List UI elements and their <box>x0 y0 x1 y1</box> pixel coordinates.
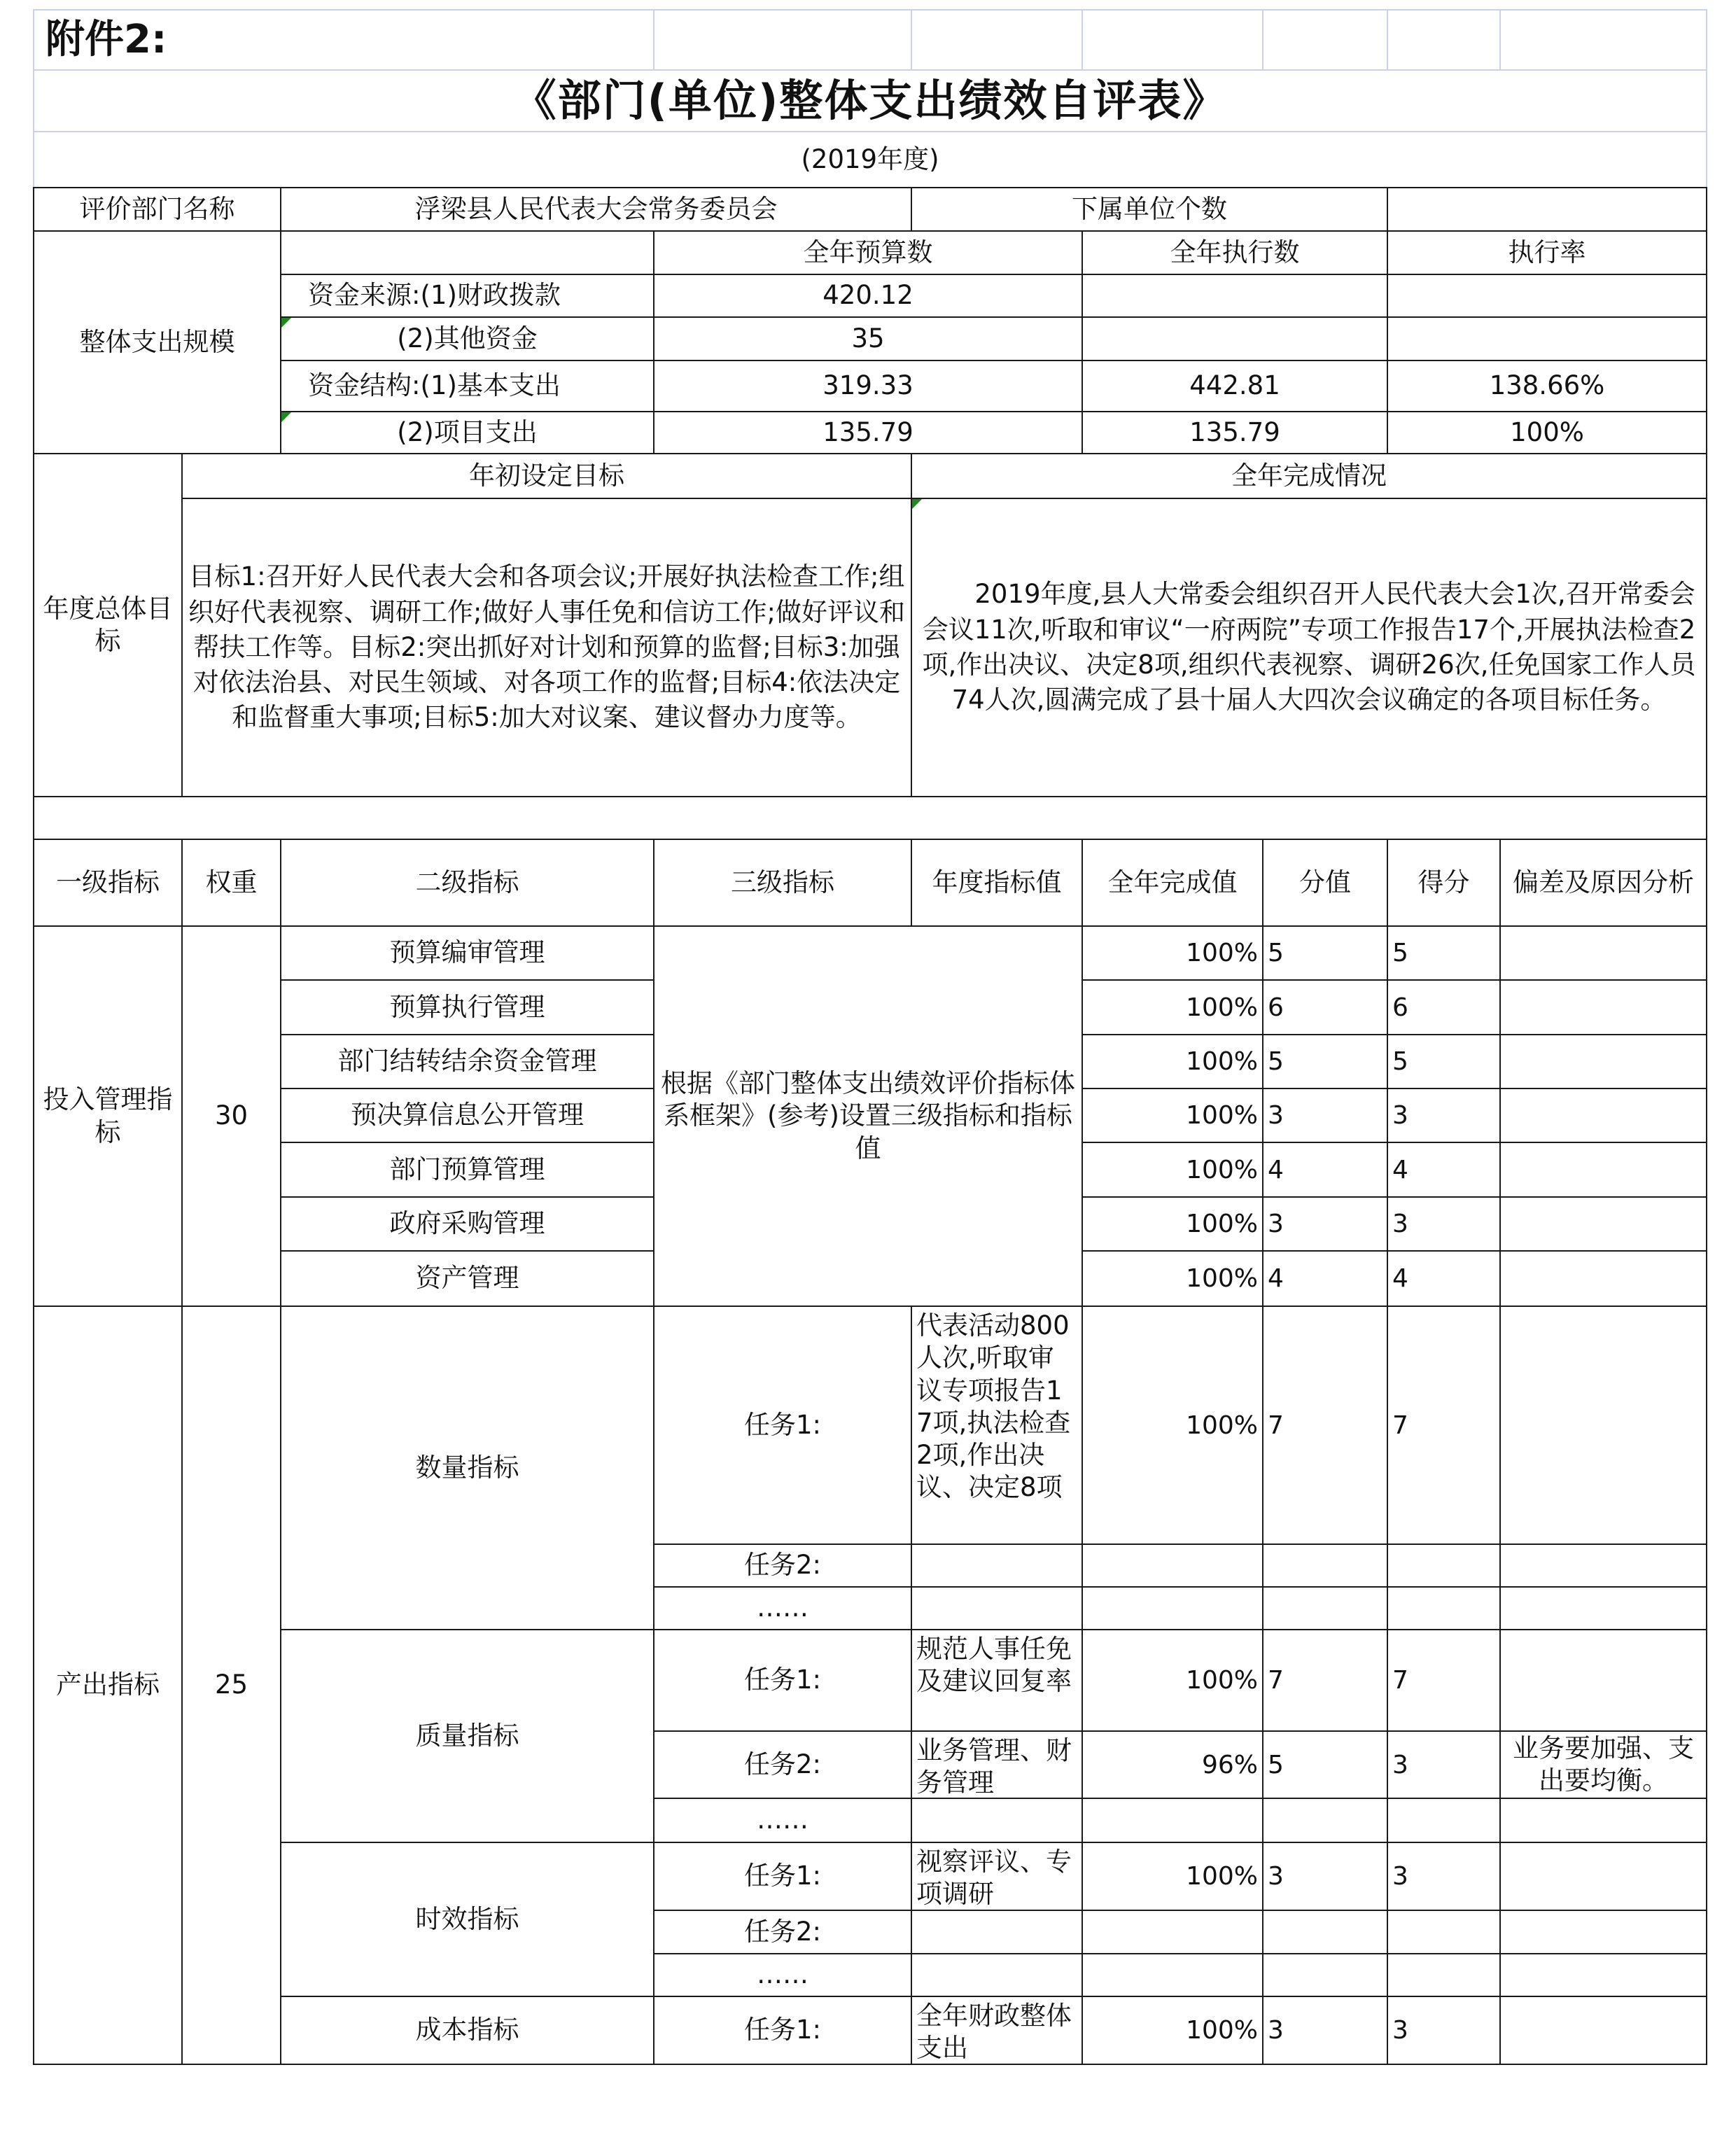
output-actual-value[interactable] <box>1082 1798 1264 1843</box>
input-points[interactable] <box>1262 1196 1388 1252</box>
metrics-header-2-text: 权重 <box>205 867 258 897</box>
scale-header-blank[interactable] <box>280 230 654 275</box>
input-weight-text: 30 <box>214 1100 248 1131</box>
output-actual-value[interactable] <box>1082 1910 1264 1954</box>
output-task-label-text: 任务1: <box>743 1665 821 1695</box>
output-analysis[interactable] <box>1499 1798 1707 1843</box>
input-points-text: 3 <box>1268 1101 1284 1130</box>
scale-budget-value[interactable] <box>653 316 1083 361</box>
output-analysis[interactable] <box>1499 1996 1707 2065</box>
output-score[interactable] <box>1387 1798 1501 1843</box>
dept-name-text: 浮梁县人民代表大会常务委员会 <box>414 193 778 224</box>
col-budget-header-text: 全年预算数 <box>803 237 933 267</box>
input-analysis[interactable] <box>1499 979 1707 1035</box>
output-level1[interactable] <box>33 1306 183 2065</box>
input-points[interactable] <box>1262 1088 1388 1143</box>
output-level1-text: 产出指标 <box>56 1670 160 1700</box>
output-actual-value-text: 100% <box>1186 2016 1258 2045</box>
output-actual-value[interactable] <box>1082 1629 1264 1732</box>
input-level3-note[interactable] <box>653 925 1083 1307</box>
scale-row-label[interactable] <box>280 316 654 361</box>
output-task-label[interactable] <box>653 1910 912 1954</box>
comment-marker-icon <box>281 318 291 328</box>
spacer-row[interactable] <box>33 796 1707 840</box>
attachment-label-text: 附件2: <box>46 17 167 62</box>
scale-budget-value[interactable] <box>653 274 1083 318</box>
output-target[interactable] <box>911 1629 1083 1732</box>
output-score[interactable] <box>1387 1953 1501 1997</box>
output-target[interactable] <box>911 1306 1083 1545</box>
input-level2[interactable] <box>280 1034 654 1089</box>
output-score-text: 3 <box>1392 1862 1408 1891</box>
metrics-header-4[interactable] <box>653 839 912 927</box>
input-level2[interactable] <box>280 1088 654 1143</box>
input-score-text: 5 <box>1392 1047 1408 1076</box>
output-points[interactable] <box>1262 1842 1388 1911</box>
output-target-text: 全年财政整体支出 <box>916 2001 1072 2064</box>
empty-grid-cell[interactable] <box>653 9 912 71</box>
metrics-header-3-text: 二级指标 <box>415 867 519 897</box>
input-score-text: 5 <box>1392 939 1408 967</box>
input-points-text: 6 <box>1268 993 1284 1022</box>
output-points[interactable] <box>1262 1306 1388 1545</box>
input-analysis[interactable] <box>1499 1088 1707 1143</box>
input-points-text: 4 <box>1268 1264 1284 1293</box>
input-level2-text: 部门预算管理 <box>389 1154 545 1184</box>
output-task-label[interactable] <box>653 1306 912 1545</box>
input-score[interactable] <box>1387 1142 1501 1198</box>
output-task-label-text: 任务1: <box>743 1409 821 1440</box>
empty-grid-cell[interactable] <box>1387 9 1501 71</box>
metrics-header-1-text: 一级指标 <box>56 867 160 897</box>
input-analysis[interactable] <box>1499 925 1707 981</box>
output-task-label[interactable] <box>653 1629 912 1732</box>
input-level2-text: 部门结转结余资金管理 <box>337 1046 597 1077</box>
output-points-text: 5 <box>1268 1750 1284 1779</box>
output-score[interactable] <box>1387 1544 1501 1588</box>
output-points[interactable] <box>1262 1910 1388 1954</box>
input-points-text: 3 <box>1268 1210 1284 1238</box>
scale-label[interactable] <box>33 230 281 454</box>
output-points[interactable] <box>1262 1798 1388 1843</box>
input-level2[interactable] <box>280 1250 654 1307</box>
metrics-header-8[interactable] <box>1387 839 1501 927</box>
output-task-label[interactable] <box>653 1953 912 1997</box>
output-analysis[interactable] <box>1499 1730 1707 1799</box>
input-actual-value[interactable] <box>1082 1034 1264 1089</box>
scale-rate-value-text: 138.66% <box>1489 370 1605 401</box>
output-analysis-text: 业务要加强、支出要均衡。 <box>1513 1732 1694 1795</box>
scale-rate-value[interactable] <box>1387 274 1707 318</box>
input-actual-value[interactable] <box>1082 979 1264 1035</box>
output-points-text: 7 <box>1268 1666 1284 1695</box>
output-points-text: 7 <box>1268 1410 1284 1440</box>
planned-goals-header[interactable] <box>181 453 912 499</box>
input-actual-value-text: 100% <box>1186 1101 1258 1130</box>
output-points[interactable] <box>1262 1586 1388 1630</box>
empty-grid-cell[interactable] <box>1262 9 1388 71</box>
output-actual-value[interactable] <box>1082 1953 1264 1997</box>
scale-row-label-text: 资金来源:(1)财政拨款 <box>308 280 561 311</box>
scale-row-label[interactable] <box>280 411 654 454</box>
output-actual-value[interactable] <box>1082 1544 1264 1588</box>
input-score-text: 4 <box>1392 1155 1408 1184</box>
output-weight[interactable] <box>181 1306 281 2065</box>
output-task-label-text: 任务1: <box>743 1861 821 1891</box>
output-points[interactable] <box>1262 1953 1388 1997</box>
output-target[interactable] <box>911 1544 1083 1588</box>
col-executed-header-text: 全年执行数 <box>1170 237 1300 267</box>
input-actual-value[interactable] <box>1082 1250 1264 1307</box>
input-analysis[interactable] <box>1499 1250 1707 1307</box>
output-level2[interactable] <box>280 1629 654 1843</box>
output-analysis[interactable] <box>1499 1953 1707 1997</box>
input-level1[interactable] <box>33 925 183 1307</box>
scale-budget-value-text: 135.79 <box>822 416 913 447</box>
metrics-header-5-text: 年度指标值 <box>932 867 1062 897</box>
output-target[interactable] <box>911 1730 1083 1799</box>
output-target[interactable] <box>911 1842 1083 1911</box>
input-actual-value-text: 100% <box>1186 1155 1258 1184</box>
actual-goals-header[interactable] <box>911 453 1707 499</box>
input-actual-value-text: 100% <box>1186 993 1258 1022</box>
sub-units-label[interactable] <box>911 187 1388 232</box>
col-rate-header[interactable] <box>1387 230 1707 275</box>
input-score[interactable] <box>1387 925 1501 981</box>
scale-executed-value-text: 135.79 <box>1189 416 1280 447</box>
empty-grid-cell[interactable] <box>1082 9 1264 71</box>
output-score[interactable] <box>1387 1842 1501 1911</box>
metrics-header-9-text: 偏差及原因分析 <box>1513 867 1694 897</box>
output-score[interactable] <box>1387 1306 1501 1545</box>
output-weight-text: 25 <box>214 1670 248 1700</box>
input-points[interactable] <box>1262 1034 1388 1089</box>
input-points[interactable] <box>1262 925 1388 981</box>
dept-label-text: 评价部门名称 <box>79 193 235 224</box>
scale-row-label-text: (2)项目支出 <box>397 416 538 447</box>
input-score[interactable] <box>1387 1034 1501 1089</box>
input-level2-text: 预决算信息公开管理 <box>351 1100 584 1130</box>
empty-grid-cell[interactable] <box>911 9 1083 71</box>
output-task-label-text: 任务2: <box>743 1550 821 1581</box>
output-level2-text: 数量指标 <box>415 1452 519 1483</box>
output-level2[interactable] <box>280 1996 654 2065</box>
output-points[interactable] <box>1262 1544 1388 1588</box>
empty-grid-cell[interactable] <box>1499 9 1707 71</box>
output-level2-text: 成本指标 <box>415 2015 519 2045</box>
attachment-label[interactable] <box>33 9 654 71</box>
output-level2-text: 质量指标 <box>415 1720 519 1751</box>
output-target[interactable] <box>911 1798 1083 1843</box>
output-points[interactable] <box>1262 1730 1388 1799</box>
dept-label[interactable] <box>33 187 281 232</box>
col-rate-header-text: 执行率 <box>1508 237 1586 267</box>
output-analysis[interactable] <box>1499 1842 1707 1911</box>
output-score[interactable] <box>1387 1730 1501 1799</box>
metrics-header-7[interactable] <box>1262 839 1388 927</box>
scale-rate-value[interactable] <box>1387 411 1707 454</box>
goals-label[interactable] <box>33 453 183 797</box>
scale-row-label[interactable] <box>280 274 654 318</box>
input-level2[interactable] <box>280 1196 654 1252</box>
scale-budget-value-text: 420.12 <box>822 280 913 311</box>
col-executed-header[interactable] <box>1082 230 1388 275</box>
input-score[interactable] <box>1387 979 1501 1035</box>
scale-executed-value[interactable] <box>1082 316 1388 361</box>
year-label-text: (2019年度) <box>801 144 939 174</box>
actual-goals-header-text: 全年完成情况 <box>1231 460 1387 491</box>
output-actual-value-text: 100% <box>1186 1410 1258 1440</box>
output-actual-value[interactable] <box>1082 1306 1264 1545</box>
input-analysis[interactable] <box>1499 1034 1707 1089</box>
scale-executed-value[interactable] <box>1082 274 1388 318</box>
output-task-label[interactable] <box>653 1730 912 1799</box>
output-actual-value[interactable] <box>1082 1586 1264 1630</box>
scale-executed-value[interactable] <box>1082 411 1388 454</box>
scale-row-label-text: 资金结构:(1)基本支出 <box>308 370 561 401</box>
input-analysis[interactable] <box>1499 1196 1707 1252</box>
output-score-text: 3 <box>1392 1750 1408 1779</box>
input-points-text: 5 <box>1268 939 1284 967</box>
input-actual-value[interactable] <box>1082 1088 1264 1143</box>
output-actual-value[interactable] <box>1082 1996 1264 2065</box>
input-level2[interactable] <box>280 1142 654 1198</box>
scale-rate-value-text: 100% <box>1510 416 1584 447</box>
output-points-text: 3 <box>1268 1862 1284 1891</box>
input-level2-text: 政府采购管理 <box>389 1208 545 1239</box>
scale-rate-value[interactable] <box>1387 316 1707 361</box>
scale-budget-value-text: 319.33 <box>822 370 913 401</box>
input-score-text: 3 <box>1392 1210 1408 1238</box>
metrics-header-3[interactable] <box>280 839 654 927</box>
goals-label-text: 年度总体目标 <box>43 593 173 656</box>
input-level2[interactable] <box>280 925 654 981</box>
col-budget-header[interactable] <box>653 230 1083 275</box>
input-actual-value-text: 100% <box>1186 939 1258 967</box>
input-score-text: 3 <box>1392 1101 1408 1130</box>
input-score[interactable] <box>1387 1088 1501 1143</box>
input-level2-text: 预算编审管理 <box>389 937 545 968</box>
scale-executed-value[interactable] <box>1082 360 1388 412</box>
metrics-header-6-text: 全年完成值 <box>1107 867 1238 897</box>
output-task-label[interactable] <box>653 1586 912 1630</box>
output-score[interactable] <box>1387 1910 1501 1954</box>
input-analysis[interactable] <box>1499 1142 1707 1198</box>
scale-executed-value-text: 442.81 <box>1189 370 1280 401</box>
scale-row-label-text: (2)其他资金 <box>397 323 538 354</box>
output-task-label-text: 任务2: <box>743 1749 821 1779</box>
year-label[interactable] <box>33 131 1707 188</box>
actual-goals-text[interactable] <box>911 498 1707 797</box>
scale-rate-value[interactable] <box>1387 360 1707 412</box>
input-actual-value-text: 100% <box>1186 1047 1258 1076</box>
scale-budget-value[interactable] <box>653 411 1083 454</box>
metrics-header-8-text: 得分 <box>1418 867 1470 897</box>
output-target[interactable] <box>911 1910 1083 1954</box>
metrics-header-6[interactable] <box>1082 839 1264 927</box>
input-score[interactable] <box>1387 1196 1501 1252</box>
output-points-text: 3 <box>1268 2016 1284 2045</box>
output-task-label-text: …… <box>757 1959 808 1990</box>
input-score[interactable] <box>1387 1250 1501 1307</box>
output-actual-value[interactable] <box>1082 1842 1264 1911</box>
input-level3-note-text: 根据《部门整体支出绩效评价指标体系框架》(参考)设置三级指标和指标值 <box>661 1068 1075 1163</box>
input-actual-value-text: 100% <box>1186 1210 1258 1238</box>
input-points[interactable] <box>1262 1250 1388 1307</box>
output-actual-value-text: 100% <box>1186 1666 1258 1695</box>
input-level2-text: 预算执行管理 <box>389 991 545 1022</box>
output-score[interactable] <box>1387 1586 1501 1630</box>
output-analysis[interactable] <box>1499 1629 1707 1732</box>
input-level1-text: 投入管理指标 <box>43 1084 173 1147</box>
output-points[interactable] <box>1262 1629 1388 1732</box>
planned-goals-text[interactable] <box>181 498 912 797</box>
metrics-header-9[interactable] <box>1499 839 1707 927</box>
output-analysis[interactable] <box>1499 1544 1707 1588</box>
output-level2[interactable] <box>280 1306 654 1630</box>
output-points[interactable] <box>1262 1996 1388 2065</box>
output-target-text: 代表活动800人次,听取审议专项报告17项,执法检查2项,作出决议、决定8项 <box>916 1310 1071 1503</box>
page-title[interactable] <box>33 69 1707 132</box>
output-target-text: 业务管理、财务管理 <box>916 1735 1072 1798</box>
output-score-text: 7 <box>1392 1410 1408 1440</box>
input-actual-value[interactable] <box>1082 1196 1264 1252</box>
planned-goals-text-text: 目标1:召开好人民代表大会和各项会议;开展好执法检查工作;组织好代表视察、调研工作;做好人事任免和信访工作;做好评议和帮扶工作等。目标2:突出抓好对计划和预算的监督;目标3:加强对依法治县、对民生领域、对各项工作的监督;目标4:依法决定和监督重大事项;目标5:加大对议案、建议督办力度等。 <box>188 561 905 733</box>
comment-marker-icon <box>281 412 291 422</box>
input-weight[interactable] <box>181 925 281 1307</box>
input-level2-text: 资产管理 <box>415 1263 519 1294</box>
output-task-label-text: …… <box>757 1805 808 1835</box>
output-target[interactable] <box>911 1996 1083 2065</box>
output-score-text: 3 <box>1392 2016 1408 2045</box>
output-task-label[interactable] <box>653 1798 912 1843</box>
input-actual-value[interactable] <box>1082 925 1264 981</box>
scale-budget-value[interactable] <box>653 360 1083 412</box>
output-target-text: 视察评议、专项调研 <box>916 1847 1072 1910</box>
output-analysis[interactable] <box>1499 1910 1707 1954</box>
output-task-label[interactable] <box>653 1996 912 2065</box>
metrics-header-7-text: 分值 <box>1299 867 1351 897</box>
scale-row-label[interactable] <box>280 360 654 412</box>
scale-label-text: 整体支出规模 <box>79 326 235 357</box>
output-actual-value[interactable] <box>1082 1730 1264 1799</box>
output-task-label-text: 任务1: <box>743 2015 821 2045</box>
metrics-header-2[interactable] <box>181 839 281 927</box>
metrics-header-5[interactable] <box>911 839 1083 927</box>
sub-units-label-text: 下属单位个数 <box>1072 193 1227 224</box>
comment-marker-icon <box>912 499 922 509</box>
output-target[interactable] <box>911 1953 1083 1997</box>
output-analysis[interactable] <box>1499 1586 1707 1630</box>
input-score-text: 6 <box>1392 993 1408 1022</box>
scale-budget-value-text: 35 <box>851 323 885 354</box>
output-task-label-text: 任务2: <box>743 1916 821 1947</box>
output-actual-value-text: 100% <box>1186 1862 1258 1891</box>
output-score[interactable] <box>1387 1996 1501 2065</box>
planned-goals-header-text: 年初设定目标 <box>469 460 624 491</box>
output-target[interactable] <box>911 1586 1083 1630</box>
page-title-text: 《部门(单位)整体支出绩效自评表》 <box>512 75 1228 127</box>
input-points-text: 4 <box>1268 1155 1284 1184</box>
input-level2[interactable] <box>280 979 654 1035</box>
output-score-text: 7 <box>1392 1666 1408 1695</box>
output-analysis[interactable] <box>1499 1306 1707 1545</box>
actual-goals-text-text: 2019年度,县人大常委会组织召开人民代表大会1次,召开常委会会议11次,听取和审议“一府两院”专项工作报告17个,开展执法检查2项,作出决议、决定8项,组织代表视察、调研26次,任免国家工作人员74人次,圆满完成了县十届人大四次会议确定的各项目标任务。 <box>922 579 1696 715</box>
output-score[interactable] <box>1387 1629 1501 1732</box>
output-level2[interactable] <box>280 1842 654 1997</box>
metrics-header-1[interactable] <box>33 839 183 927</box>
input-score-text: 4 <box>1392 1264 1408 1293</box>
input-points[interactable] <box>1262 1142 1388 1198</box>
output-task-label-text: …… <box>757 1592 808 1623</box>
input-actual-value[interactable] <box>1082 1142 1264 1198</box>
output-task-label[interactable] <box>653 1842 912 1911</box>
metrics-header-4-text: 三级指标 <box>731 867 834 897</box>
input-actual-value-text: 100% <box>1186 1264 1258 1293</box>
dept-name[interactable] <box>280 187 912 232</box>
output-target-text: 规范人事任免及建议回复率 <box>916 1634 1072 1697</box>
input-points-text: 5 <box>1268 1047 1284 1076</box>
output-task-label[interactable] <box>653 1544 912 1588</box>
output-actual-value-text: 96% <box>1201 1750 1258 1779</box>
output-level2-text: 时效指标 <box>415 1903 519 1934</box>
sub-units-value[interactable] <box>1387 187 1707 232</box>
input-points[interactable] <box>1262 979 1388 1035</box>
